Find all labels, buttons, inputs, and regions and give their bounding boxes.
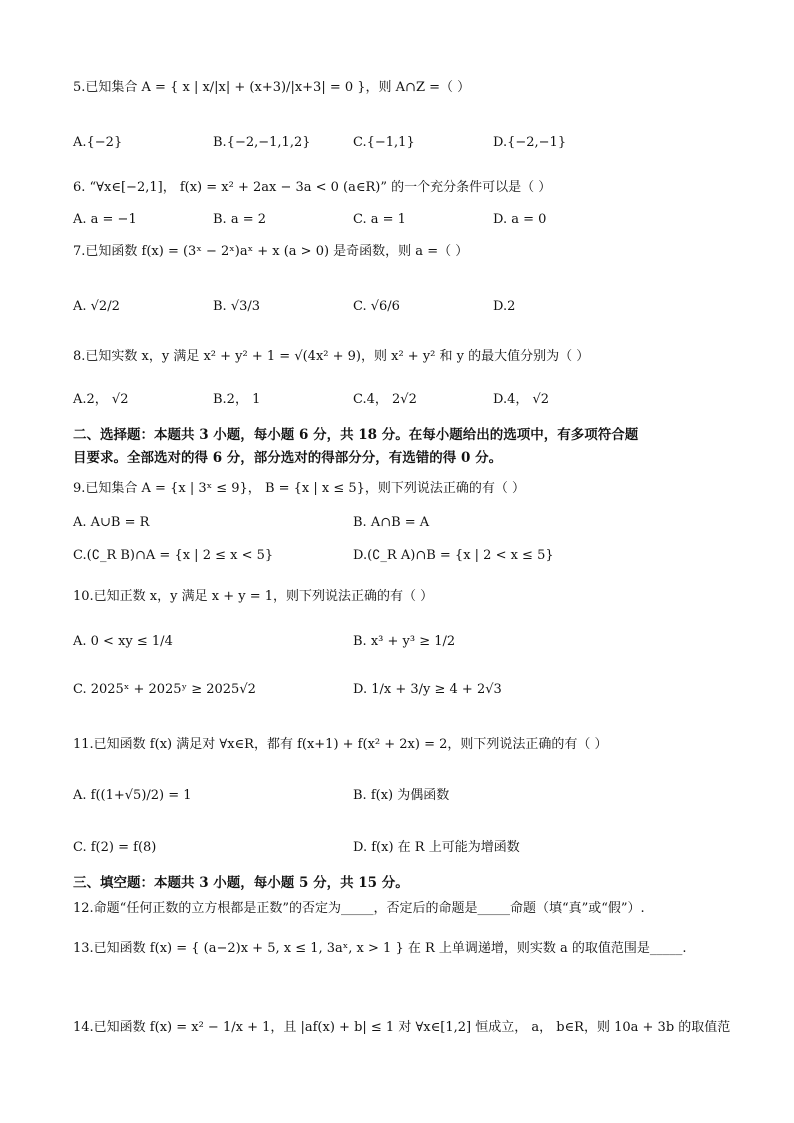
q10-option-b: B. x³ + y³ ≥ 1/2 [353, 634, 456, 649]
question-7-stem: 7.已知函数 f(x) = (3ˣ − 2ˣ)aˣ + x (a > 0) 是奇函数，则 a =（ ） [73, 244, 469, 259]
section-2-heading-line-2: 目要求。全部选对的得 6 分，部分选对的得部分分，有选错的得 0 分。 [73, 450, 503, 466]
q8-option-a: A.2， √2 [73, 392, 129, 407]
q8-option-d: D.4， √2 [493, 392, 550, 407]
question-6-stem: 6. “∀x∈[−2,1]， f(x) = x² + 2ax − 3a < 0 (a∈R)” 的一个充分条件可以是（ ） [73, 180, 552, 195]
section-2-heading-line-1: 二、选择题：本题共 3 小题，每小题 6 分，共 18 分。在每小题给出的选项中，有多项符合题 [73, 427, 639, 443]
q7-option-a: A. √2/2 [73, 299, 120, 314]
q7-option-c: C. √6/6 [353, 299, 400, 314]
q9-option-a: A. A∪B = R [73, 515, 150, 530]
q9-option-b: B. A∩B = A [353, 515, 430, 530]
q9-option-c: C.(∁_R B)∩A = {x | 2 ≤ x < 5} [73, 548, 274, 563]
q8-option-b: B.2， 1 [213, 392, 261, 407]
q10-option-d: D. 1/x + 3/y ≥ 4 + 2√3 [353, 682, 502, 697]
q5-option-b: B.{−2,−1,1,2} [213, 135, 311, 150]
q11-option-a: A. f((1+√5)/2) = 1 [73, 788, 192, 803]
q11-option-c: C. f(2) = f(8) [73, 840, 157, 855]
q10-option-c: C. 2025ˣ + 2025ʸ ≥ 2025√2 [73, 682, 256, 697]
question-12-stem: 12.命题“任何正数的立方根都是正数”的否定为_____，否定后的命题是_____命题（填“真”或“假”）. [73, 901, 645, 916]
question-13-stem: 13.已知函数 f(x) = { (a−2)x + 5, x ≤ 1, 3aˣ, x > 1 } 在 R 上单调递增，则实数 a 的取值范围是_____. [73, 941, 687, 956]
q5-option-a: A.{−2} [73, 135, 123, 150]
q5-option-d: D.{−2,−1} [493, 135, 567, 150]
q9-option-d: D.(∁_R A)∩B = {x | 2 < x ≤ 5} [353, 548, 554, 563]
q5-option-c: C.{−1,1} [353, 135, 415, 150]
section-3-heading: 三、填空题：本题共 3 小题，每小题 5 分，共 15 分。 [73, 875, 409, 891]
q7-option-d: D.2 [493, 299, 516, 314]
question-8-stem: 8.已知实数 x，y 满足 x² + y² + 1 = √(4x² + 9)，则 x² + y² 和 y 的最大值分别为（ ） [73, 349, 590, 364]
question-9-stem: 9.已知集合 A = {x | 3ˣ ≤ 9}， B = {x | x ≤ 5}，则下列说法正确的有（ ） [73, 481, 526, 496]
q7-option-b: B. √3/3 [213, 299, 261, 314]
question-11-stem: 11.已知函数 f(x) 满足对 ∀x∈R，都有 f(x+1) + f(x² + 2x) = 2，则下列说法正确的有（ ） [73, 737, 608, 752]
question-10-stem: 10.已知正数 x，y 满足 x + y = 1，则下列说法正确的有（ ） [73, 589, 434, 604]
q11-option-d: D. f(x) 在 R 上可能为增函数 [353, 840, 520, 855]
question-14-stem: 14.已知函数 f(x) = x² − 1/x + 1，且 |af(x) + b| ≤ 1 对 ∀x∈[1,2] 恒成立， a， b∈R，则 10a + 3b 的取值范 [73, 1020, 731, 1035]
q6-option-c: C. a = 1 [353, 212, 406, 227]
q11-option-b: B. f(x) 为偶函数 [353, 788, 450, 803]
q6-option-a: A. a = −1 [73, 212, 137, 227]
q6-option-d: D. a = 0 [493, 212, 547, 227]
q10-option-a: A. 0 < xy ≤ 1/4 [73, 634, 173, 649]
q6-option-b: B. a = 2 [213, 212, 266, 227]
q8-option-c: C.4， 2√2 [353, 392, 417, 407]
question-5-stem: 5.已知集合 A = { x | x/|x| + (x+3)/|x+3| = 0 }，则 A∩Z =（ ） [73, 80, 471, 95]
